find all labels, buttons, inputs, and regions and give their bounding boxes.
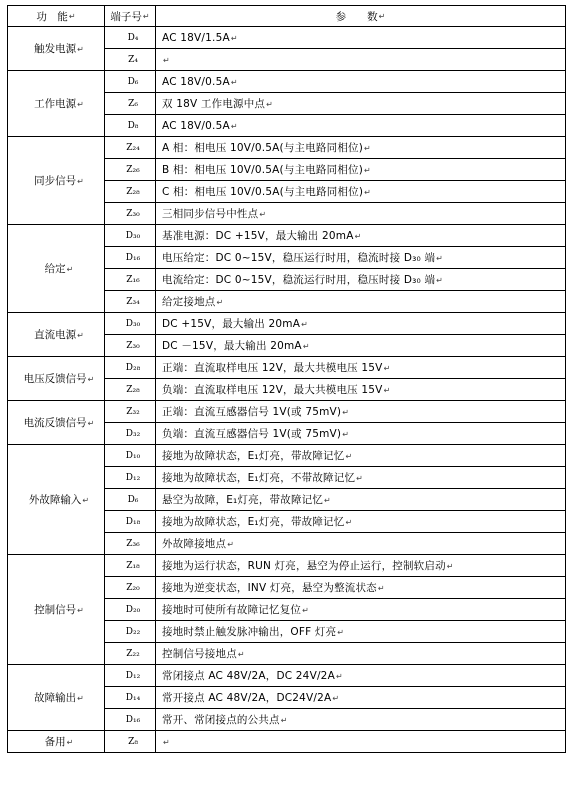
- parameter-cell: B 相：相电压 10V/0.5A(与主电路同相位)↵: [156, 159, 566, 181]
- function-cell: 外故障输入↵: [8, 445, 105, 555]
- terminal-cell: Z₃₄: [105, 291, 156, 313]
- terminal-cell: D₁₀: [105, 445, 156, 467]
- paragraph-mark-icon: ↵: [259, 210, 267, 219]
- function-cell: 故障输出↵: [8, 665, 105, 731]
- terminal-cell: D₆: [105, 71, 156, 93]
- parameter-cell: C 相：相电压 10V/0.5A(与主电路同相位)↵: [156, 181, 566, 203]
- paragraph-mark-icon: ↵: [142, 12, 150, 21]
- table-row: [8, 555, 566, 577]
- paragraph-mark-icon: ↵: [364, 188, 372, 197]
- paragraph-mark-icon: ↵: [364, 166, 371, 175]
- paragraph-mark-icon: ↵: [77, 694, 84, 703]
- function-cell: 电流反馈信号↵: [8, 401, 105, 445]
- terminal-cell: D₁₆: [105, 247, 156, 269]
- table-row: [8, 71, 566, 93]
- paragraph-mark-icon: ↵: [356, 474, 364, 483]
- paragraph-mark-icon: ↵: [77, 100, 84, 109]
- paragraph-mark-icon: ↵: [335, 672, 343, 681]
- paragraph-mark-icon: ↵: [332, 694, 340, 703]
- function-cell: 电压反馈信号↵: [8, 357, 105, 401]
- paragraph-mark-icon: ↵: [237, 650, 245, 659]
- paragraph-mark-icon: ↵: [345, 518, 353, 527]
- parameter-cell: DC +15V，最大输出 20mA↵: [156, 313, 566, 335]
- parameter-cell: 负端：直流互感器信号 1V(或 75mV)↵: [156, 423, 566, 445]
- terminal-cell: Z₂₈: [105, 379, 156, 401]
- terminal-cell: D₆: [105, 489, 156, 511]
- paragraph-mark-icon: ↵: [383, 364, 391, 373]
- parameter-cell: 接地为逆变状态，INV 灯亮，悬空为整流状态↵: [156, 577, 566, 599]
- paragraph-mark-icon: ↵: [377, 584, 385, 593]
- parameter-cell: 基准电源：DC +15V，最大输出 20mA↵: [156, 225, 566, 247]
- paragraph-mark-icon: ↵: [302, 606, 310, 615]
- paragraph-mark-icon: ↵: [230, 121, 238, 131]
- paragraph-mark-icon: ↵: [68, 12, 76, 21]
- function-cell: 工作电源↵: [8, 71, 105, 137]
- parameter-cell: 接地为故障状态，E₁灯亮，带故障记忆↵: [156, 511, 566, 533]
- terminal-cell: D₃₀: [105, 225, 156, 247]
- parameter-cell: 电流给定：DC 0~15V，稳流运行时用，稳压时接 D₃₀ 端↵: [156, 269, 566, 291]
- table-row: [8, 665, 566, 687]
- paragraph-mark-icon: ↵: [378, 12, 386, 21]
- parameter-cell: 接地时可使所有故障记忆复位↵: [156, 599, 566, 621]
- function-cell: 控制信号↵: [8, 555, 105, 665]
- paragraph-mark-icon: ↵: [87, 375, 95, 384]
- paragraph-mark-icon: ↵: [82, 496, 90, 505]
- terminal-cell: Z₂₆: [105, 159, 156, 181]
- paragraph-mark-icon: ↵: [227, 540, 235, 549]
- parameter-cell: AC 18V/0.5A↵: [156, 115, 566, 137]
- terminal-cell: Z₃₀: [105, 335, 156, 357]
- parameter-cell: 接地为运行状态，RUN 灯亮，悬空为停止运行，控制软启动↵: [156, 555, 566, 577]
- terminal-cell: Z₃₆: [105, 533, 156, 555]
- paragraph-mark-icon: ↵: [87, 419, 95, 428]
- parameter-cell: [156, 731, 566, 753]
- terminal-cell: D₃₀: [105, 313, 156, 335]
- terminal-spec-table: [7, 5, 566, 753]
- paragraph-mark-icon: ↵: [302, 342, 310, 351]
- parameter-cell: 正端：直流取样电压 12V，最大共模电压 15V↵: [156, 357, 566, 379]
- paragraph-mark-icon: ↵: [342, 430, 350, 439]
- terminal-cell: Z₃₂: [105, 401, 156, 423]
- terminal-cell: Z₂₄: [105, 137, 156, 159]
- paragraph-mark-icon: ↵: [66, 265, 74, 274]
- terminal-cell: D₄: [105, 27, 156, 49]
- terminal-cell: Z₂₈: [105, 181, 156, 203]
- paragraph-mark-icon: ↵: [354, 232, 362, 241]
- parameter-cell: 电压给定：DC 0~15V，稳压运行时用，稳流时接 D₃₀ 端↵: [156, 247, 566, 269]
- paragraph-mark-icon: ↵: [301, 320, 309, 329]
- terminal-cell: D₁₈: [105, 511, 156, 533]
- terminal-cell: D₂₀: [105, 599, 156, 621]
- parameter-cell: 常开、常闭接点的公共点↵: [156, 709, 566, 731]
- table-row: [8, 137, 566, 159]
- parameter-cell: 双 18V 工作电源中点↵: [156, 93, 566, 115]
- terminal-cell: D₁₂: [105, 665, 156, 687]
- terminal-cell: D₁₂: [105, 467, 156, 489]
- table-row: [8, 445, 566, 467]
- terminal-cell: D₃₂: [105, 423, 156, 445]
- table-row: [8, 313, 566, 335]
- parameter-cell: 悬空为故障，E₁灯亮，带故障记忆↵: [156, 489, 566, 511]
- paragraph-mark-icon: ↵: [324, 496, 331, 505]
- paragraph-mark-icon: ↵: [342, 408, 350, 417]
- function-cell: 给定↵: [8, 225, 105, 313]
- parameter-cell: 常闭接点 AC 48V/2A，DC 24V/2A↵: [156, 665, 566, 687]
- parameter-cell: 常开接点 AC 48V/2A，DC24V/2A↵: [156, 687, 566, 709]
- terminal-cell: D₂₈: [105, 357, 156, 379]
- header-param: 参 数↵: [156, 6, 566, 27]
- paragraph-mark-icon: ↵: [66, 738, 74, 747]
- parameter-cell: AC 18V/1.5A↵: [156, 27, 566, 49]
- parameter-cell: 接地时禁止触发脉冲输出，OFF 灯亮↵: [156, 621, 566, 643]
- function-cell: 备用↵: [8, 731, 105, 753]
- paragraph-mark-icon: ↵: [280, 716, 288, 725]
- table-row: [8, 401, 566, 423]
- terminal-cell: D₁₆: [105, 709, 156, 731]
- terminal-cell: D₁₄: [105, 687, 156, 709]
- function-cell: 触发电源↵: [8, 27, 105, 71]
- parameter-cell: 控制信号接地点↵: [156, 643, 566, 665]
- terminal-cell: Z₆: [105, 93, 156, 115]
- parameter-cell: 三相同步信号中性点↵: [156, 203, 566, 225]
- table-row: [8, 731, 566, 753]
- terminal-cell: D₂₂: [105, 621, 156, 643]
- paragraph-mark-icon: ↵: [163, 55, 170, 65]
- table-body: [8, 27, 566, 753]
- header-func: 功 能↵: [8, 6, 105, 27]
- paragraph-mark-icon: ↵: [345, 452, 353, 461]
- function-cell: 同步信号↵: [8, 137, 105, 225]
- paragraph-mark-icon: ↵: [230, 33, 238, 43]
- terminal-cell: Z₂₂: [105, 643, 156, 665]
- parameter-cell: [156, 49, 566, 71]
- table-row: [8, 225, 566, 247]
- terminal-cell: Z₁₈: [105, 555, 156, 577]
- paragraph-mark-icon: ↵: [337, 628, 345, 637]
- parameter-cell: 给定接地点↵: [156, 291, 566, 313]
- header-term: 端子号↵: [105, 6, 156, 27]
- paragraph-mark-icon: ↵: [266, 100, 274, 109]
- paragraph-mark-icon: ↵: [77, 606, 84, 615]
- paragraph-mark-icon: ↵: [230, 77, 238, 87]
- paragraph-mark-icon: ↵: [383, 386, 391, 395]
- paragraph-mark-icon: ↵: [436, 276, 444, 285]
- table-row: [8, 357, 566, 379]
- paragraph-mark-icon: ↵: [446, 562, 454, 571]
- terminal-cell: Z₃₀: [105, 203, 156, 225]
- parameter-cell: 接地为故障状态，E₁灯亮，带故障记忆↵: [156, 445, 566, 467]
- paragraph-mark-icon: ↵: [364, 144, 371, 153]
- paragraph-mark-icon: ↵: [77, 45, 84, 54]
- paragraph-mark-icon: ↵: [436, 254, 444, 263]
- parameter-cell: 外故障接地点↵: [156, 533, 566, 555]
- paragraph-mark-icon: ↵: [77, 177, 84, 186]
- parameter-cell: A 相：相电压 10V/0.5A(与主电路同相位)↵: [156, 137, 566, 159]
- parameter-cell: DC －15V，最大输出 20mA↵: [156, 335, 566, 357]
- parameter-cell: 正端：直流互感器信号 1V(或 75mV)↵: [156, 401, 566, 423]
- paragraph-mark-icon: ↵: [216, 298, 224, 307]
- paragraph-mark-icon: ↵: [163, 737, 170, 747]
- terminal-cell: Z₄: [105, 49, 156, 71]
- header-row: [8, 6, 566, 27]
- parameter-cell: 接地为故障状态，E₁灯亮，不带故障记忆↵: [156, 467, 566, 489]
- terminal-cell: Z₂₀: [105, 577, 156, 599]
- paragraph-mark-icon: ↵: [77, 331, 84, 340]
- parameter-cell: AC 18V/0.5A↵: [156, 71, 566, 93]
- function-cell: 直流电源↵: [8, 313, 105, 357]
- parameter-cell: 负端：直流取样电压 12V，最大共模电压 15V↵: [156, 379, 566, 401]
- terminal-cell: D₈: [105, 115, 156, 137]
- terminal-cell: Z₈: [105, 731, 156, 753]
- terminal-cell: Z₁₆: [105, 269, 156, 291]
- table-row: [8, 27, 566, 49]
